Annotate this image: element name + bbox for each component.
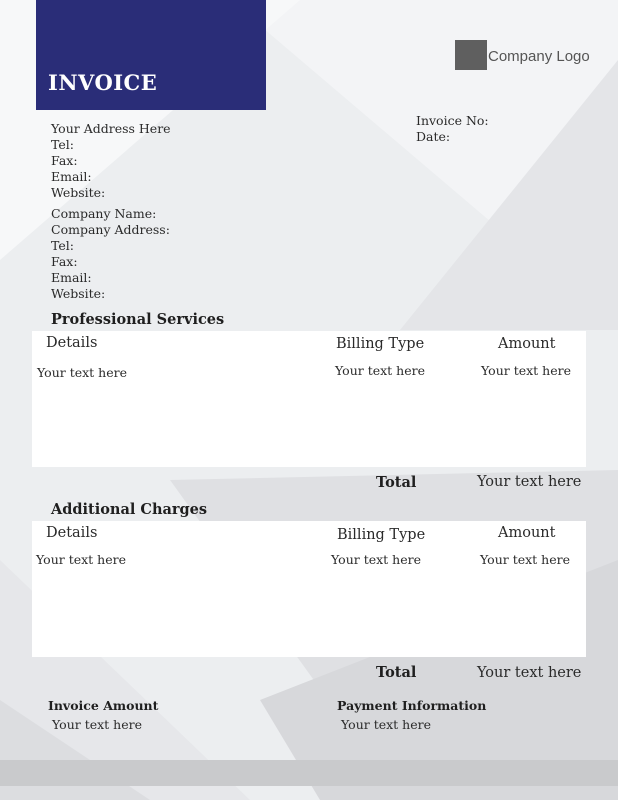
recipient-email: Email: [51, 270, 92, 285]
ac-total-label: Total [376, 664, 417, 681]
additional-charges-table [32, 521, 586, 657]
invoice-amount-value[interactable]: Your text here [52, 717, 142, 732]
invoice-amount-label: Invoice Amount [48, 698, 159, 713]
sender-tel: Tel: [51, 137, 74, 152]
invoice-date-label: Date: [416, 129, 451, 144]
recipient-company-address: Company Address: [51, 222, 170, 237]
sender-address: Your Address Here [51, 121, 171, 136]
ac-header-details: Details [46, 525, 98, 541]
ps-total-value[interactable]: Your text here [477, 474, 582, 490]
ps-row-details[interactable]: Your text here [37, 365, 127, 380]
payment-information-label: Payment Information [337, 698, 487, 713]
sender-email: Email: [51, 169, 92, 184]
recipient-fax: Fax: [51, 254, 78, 269]
ps-header-billing-type: Billing Type [336, 336, 425, 352]
additional-charges-title: Additional Charges [51, 501, 208, 518]
ac-row-billing-type[interactable]: Your text here [331, 552, 421, 567]
invoice-title: INVOICE [48, 70, 158, 95]
company-logo-icon [455, 40, 487, 70]
ps-row-billing-type[interactable]: Your text here [335, 363, 425, 378]
ac-total-value[interactable]: Your text here [477, 665, 582, 681]
invoice-number-label: Invoice No: [416, 113, 489, 128]
ps-total-label: Total [376, 474, 417, 491]
bottom-band [0, 760, 618, 786]
ps-header-details: Details [46, 335, 98, 351]
ac-row-amount[interactable]: Your text here [480, 552, 570, 567]
professional-services-title: Professional Services [51, 311, 225, 328]
ac-header-amount: Amount [498, 525, 556, 541]
ac-header-billing-type: Billing Type [337, 527, 426, 543]
ps-header-amount: Amount [498, 336, 556, 352]
recipient-info [51, 206, 170, 302]
sender-website: Website: [51, 185, 106, 200]
payment-information-value[interactable]: Your text here [341, 717, 431, 732]
invoice-meta [416, 113, 489, 145]
recipient-tel: Tel: [51, 238, 74, 253]
recipient-website: Website: [51, 286, 106, 301]
sender-info [51, 121, 171, 201]
ac-row-details[interactable]: Your text here [36, 552, 126, 567]
recipient-company-name: Company Name: [51, 206, 157, 221]
sender-fax: Fax: [51, 153, 78, 168]
ps-row-amount[interactable]: Your text here [481, 363, 571, 378]
company-logo-label: Company Logo [488, 48, 590, 65]
